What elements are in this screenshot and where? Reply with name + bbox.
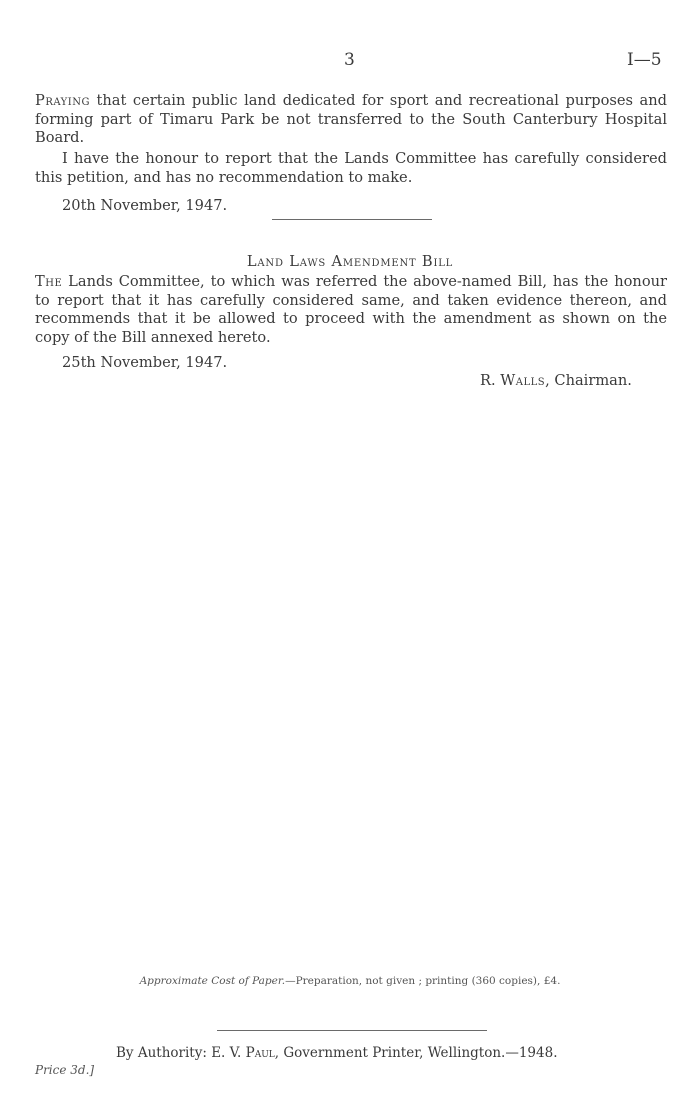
petition-paragraph: [35, 92, 667, 148]
signature-block: [480, 372, 632, 389]
cost-text: —Preparation, not given ; printing (360 copies), £4.: [285, 975, 561, 987]
signature-initial: R.: [480, 372, 501, 389]
bill-paragraph: [35, 273, 667, 347]
authority-prefix: By Authority: E. V.: [116, 1045, 246, 1061]
authority-suffix: , Government Printer, Wellington.—1948.: [274, 1045, 558, 1061]
bill-lead-word: The: [35, 273, 63, 290]
cost-label: Approximate Cost of Paper.: [139, 975, 286, 987]
printer-name: Paul: [245, 1045, 275, 1061]
bill-date: 25th November, 1947.: [62, 354, 228, 371]
petition-date: 20th November, 1947.: [62, 197, 228, 214]
signature-name: Walls: [500, 372, 546, 389]
price-note: Price 3d.]: [35, 1063, 95, 1077]
petition-text: that certain public land dedicated for sport and recreational purposes and forming part of Timaru Park be not transferred to the South Canterbury Hospital Board.: [35, 92, 667, 146]
footer-divider: [217, 1030, 487, 1031]
bill-heading: Land Laws Amendment Bill: [246, 253, 454, 270]
section-divider: [272, 219, 432, 220]
document-reference: I—5: [627, 50, 662, 70]
printer-imprint: [116, 1045, 557, 1061]
page-number: 3: [344, 50, 355, 70]
signature-title: , Chairman.: [545, 372, 632, 389]
petition-lead-word: Praying: [35, 92, 90, 109]
cost-note: [0, 975, 700, 987]
bill-text: Lands Committee, to which was referred the above-named Bill, has the honour to report that it has carefully considered same, and taken evidence thereon, and recommends that it be allowed to proceed with the amendment as shown on the copy of the Bill annexed hereto.: [35, 273, 667, 346]
petition-report-paragraph: I have the honour to report that the Lands Committee has carefully considered this petition, and has no recommendation to make.: [35, 150, 667, 186]
